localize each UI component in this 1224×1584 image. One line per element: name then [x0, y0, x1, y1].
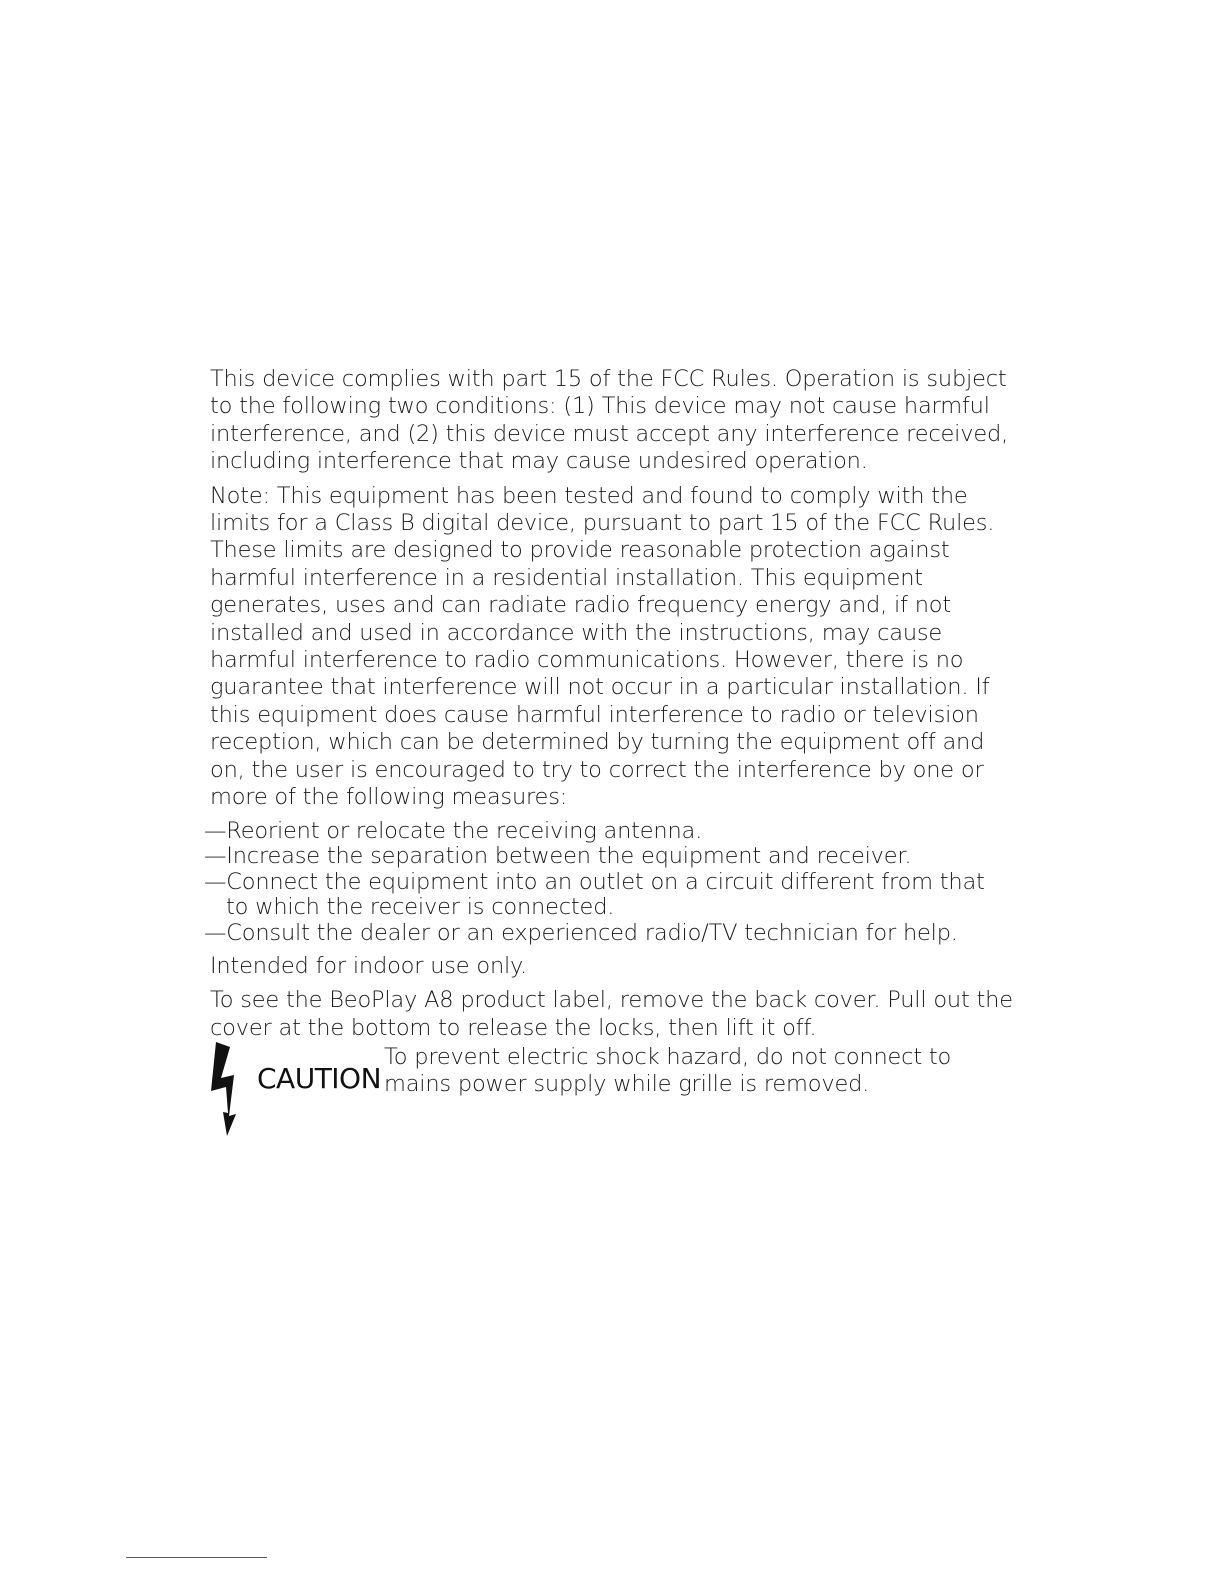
text-line: interference, and (2) this device must accept any interference received, [210, 420, 1009, 447]
lightning-bolt-icon [200, 1042, 246, 1138]
text-line: Intended for indoor use only. [210, 953, 527, 979]
text-line: These limits are designed to provide reasonable protection against [210, 537, 950, 564]
text-line: guarantee that interference will not occur in a particular installation. If [210, 674, 990, 701]
indoor-use-paragraph [210, 953, 1030, 980]
text-line: this equipment does cause harmful interference to radio or television [210, 701, 979, 728]
list-item [204, 819, 1030, 845]
text-line: harmful interference to radio communications. However, there is no [210, 647, 964, 674]
text-line: to the following two conditions: (1) This device may not cause harmful [210, 393, 990, 420]
measures-list [204, 819, 1030, 947]
text-line: more of the following measures: [210, 784, 568, 811]
text-line: generates, uses and can radiate radio frequency energy and, if not [210, 592, 951, 619]
text-line: This device complies with part 15 of the FCC Rules. Operation is subject [210, 366, 1007, 392]
product-label-paragraph [210, 987, 1030, 1042]
caution-label: CAUTION [257, 1062, 382, 1095]
text-line: Note: This equipment has been tested and found to comply with the [210, 482, 968, 509]
text-line: limits for a Class B digital device, pursuant to part 15 of the FCC Rules. [210, 510, 995, 537]
caution-block [200, 1042, 1020, 1142]
text-line: cover at the bottom to release the locks, then lift it off. [210, 1014, 817, 1041]
measure-text: —Consult the dealer or an experienced radio/TV technician for help. [204, 919, 958, 946]
text-line: harmful interference in a residential installation. This equipment [210, 564, 923, 591]
fcc-statement [204, 366, 1030, 1049]
measure-text: —Reorient or relocate the receiving antenna. [204, 817, 703, 844]
footnote-divider [126, 1557, 267, 1558]
list-item [204, 844, 1030, 870]
text-line: including interference that may cause undesired operation. [210, 448, 868, 475]
measure-text: —Increase the separation between the equipment and receiver. [204, 843, 912, 869]
text-line: installed and used in accordance with the instructions, may cause [210, 619, 943, 646]
compliance-paragraph [210, 366, 1030, 476]
caution-text [384, 1044, 951, 1098]
list-item [204, 921, 1030, 947]
text-line: To see the BeoPlay A8 product label, remove the back cover. Pull out the [210, 987, 1013, 1014]
measure-text-continued: to which the receiver is connected. [226, 894, 615, 920]
list-item [204, 870, 1030, 921]
measure-text: —Connect the equipment into an outlet on a circuit different from that [204, 868, 985, 895]
note-paragraph [210, 483, 1030, 812]
text-line: reception, which can be determined by turning the equipment off and [210, 729, 985, 756]
text-line: mains power supply while grille is removed. [384, 1071, 870, 1097]
text-line: on, the user is encouraged to try to correct the interference by one or [210, 756, 984, 783]
text-line: To prevent electric shock hazard, do not connect to [384, 1044, 952, 1070]
